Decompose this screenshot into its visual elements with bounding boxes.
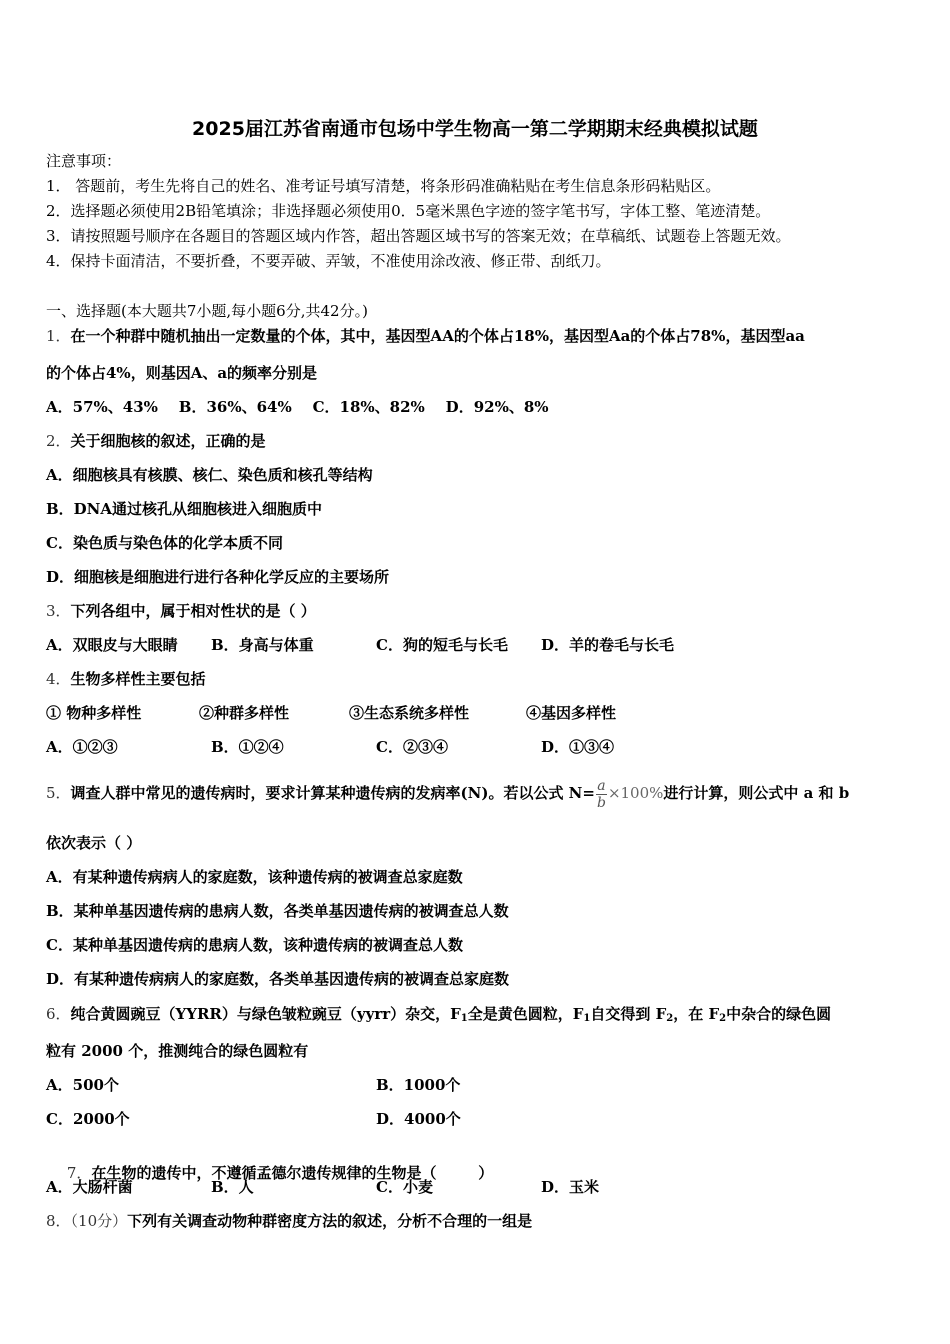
question-stem-end: 进行计算，则公式中 a 和 b [663,784,850,802]
question-stem: 调查人群中常见的遗传病时，要求计算某种遗传病的发病率(N)。若以公式 N= [70,784,595,802]
section-heading: 一、选择题(本大题共7小题,每小题6分,共42分。) [46,302,368,320]
percent-factor: ×100% [607,784,664,802]
notice-item-1: 1． 答题前，考生先将自己的姓名、准考证号填写清楚，将条形码准确粘贴在考生信息条形码粘贴区。 [46,177,721,195]
question-stem-part: 纯合黄圆豌豆（YYRR）与绿色皱粒豌豆（yyrr）杂交，F [70,1005,461,1023]
question-2-option-c: C．染色质与染色体的化学本质不同 [46,534,283,552]
question-number: 7． [66,1164,92,1182]
question-6-option-b: B．1000个 [376,1076,461,1094]
question-6-option-d: D．4000个 [376,1110,461,1128]
question-5-option-a: A．有某种遗传病病人的家庭数，该种遗传病的被调查总家庭数 [46,868,463,886]
question-4-item-3: ③生态系统多样性 [349,704,470,722]
fraction-formula [596,778,607,811]
question-2 [46,431,266,451]
question-3-option-a: A．双眼皮与大眼睛 [46,636,178,654]
question-4-option-a: A．①②③ [46,738,118,756]
question-8 [46,1211,532,1231]
question-1-continued: 的个体占4%，则基因A、a的频率分别是 [46,364,318,382]
question-number: 6． [46,1005,71,1023]
question-7-option-a: A．大肠杆菌 [46,1178,133,1196]
question-score: （10分） [70,1212,128,1230]
subscript: 1 [460,1013,468,1024]
question-7-option-c: C．小麦 [376,1178,433,1196]
question-4-item-1: ① 物种多样性 [46,704,142,722]
subscript: 2 [719,1013,727,1024]
question-stem-part: 中杂合的绿色圆 [726,1005,832,1023]
question-1-options: A．57%、43% B．36%、64% C．18%、82% D．92%、8% [46,398,549,416]
question-number: 1． [46,327,71,345]
notice-item-4: 4．保持卡面清洁，不要折叠，不要弄破、弄皱，不准使用涂改液、修正带、刮纸刀。 [46,252,611,270]
question-stem: 关于细胞核的叙述，正确的是 [70,432,266,450]
question-stem: 生物多样性主要包括 [70,670,206,688]
question-6-option-c: C．2000个 [46,1110,130,1128]
question-4-option-d: D．①③④ [541,738,615,756]
subscript: 1 [583,1013,591,1024]
fraction-denominator: b [596,794,606,811]
question-5-continued: 依次表示（ ） [46,834,142,852]
question-4 [46,669,206,689]
question-5-option-d: D．有某种遗传病病人的家庭数，各类单基因遗传病的被调查总家庭数 [46,970,510,988]
question-number: 4． [46,670,71,688]
question-6-continued: 粒有 2000 个，推测纯合的绿色圆粒有 [46,1042,309,1060]
question-7-option-d: D．玉米 [541,1178,600,1196]
question-4-option-b: B．①②④ [211,738,284,756]
question-stem: 下列各组中，属于相对性状的是（ ） [70,602,316,620]
question-stem-part: 全是黄色圆粒，F [467,1005,584,1023]
notice-heading: 注意事项： [46,152,122,170]
question-3 [46,601,316,621]
question-stem-part: ，在 F [673,1005,720,1023]
question-6-option-a: A．500个 [46,1076,119,1094]
question-4-item-4: ④基因多样性 [526,704,617,722]
question-3-option-c: C．狗的短毛与长毛 [376,636,508,654]
question-stem-part: 自交得到 F [590,1005,667,1023]
question-number: 3． [46,602,71,620]
question-1 [46,326,805,346]
notice-item-2: 2．选择题必须使用2B铅笔填涂；非选择题必须使用0．5毫米黑色字迹的签字笔书写，字体工整、笔迹清楚。 [46,202,771,220]
question-stem: 在一个种群中随机抽出一定数量的个体，其中，基因型AA的个体占18%，基因型Aa的个体占78%，基因型aa [70,327,805,345]
question-5 [46,775,849,811]
question-3-option-b: B．身高与体重 [211,636,314,654]
page-title: 2025届江苏省南通市包场中学生物高一第二学期期末经典模拟试题 [192,118,758,140]
question-4-item-2: ②种群多样性 [199,704,290,722]
notice-item-3: 3．请按照题号顺序在各题目的答题区域内作答，超出答题区域书写的答案无效；在草稿纸、试题卷上答题无效。 [46,227,791,245]
question-2-option-a: A．细胞核具有核膜、核仁、染色质和核孔等结构 [46,466,373,484]
question-stem: 在生物的遗传中，不遵循孟德尔遗传规律的生物是（ ） [91,1164,494,1182]
question-5-option-b: B．某种单基因遗传病的患病人数，各类单基因遗传病的被调查总人数 [46,902,509,920]
fraction-numerator: a [597,777,606,794]
question-number: 2． [46,432,71,450]
question-stem: 下列有关调查动物种群密度方法的叙述，分析不合理的一组是 [127,1212,533,1230]
question-5-option-c: C．某种单基因遗传病的患病人数，该种遗传病的被调查总人数 [46,936,463,954]
subscript: 2 [666,1013,674,1024]
question-2-option-d: D．细胞核是细胞进行进行各种化学反应的主要场所 [46,568,390,586]
question-4-option-c: C．②③④ [376,738,448,756]
question-7-option-b: B．人 [211,1178,254,1196]
question-6 [46,1004,831,1029]
question-number: 5． [46,784,71,802]
question-3-option-d: D．羊的卷毛与长毛 [541,636,675,654]
question-2-option-b: B．DNA通过核孔从细胞核进入细胞质中 [46,500,323,518]
question-number: 8． [46,1212,71,1230]
